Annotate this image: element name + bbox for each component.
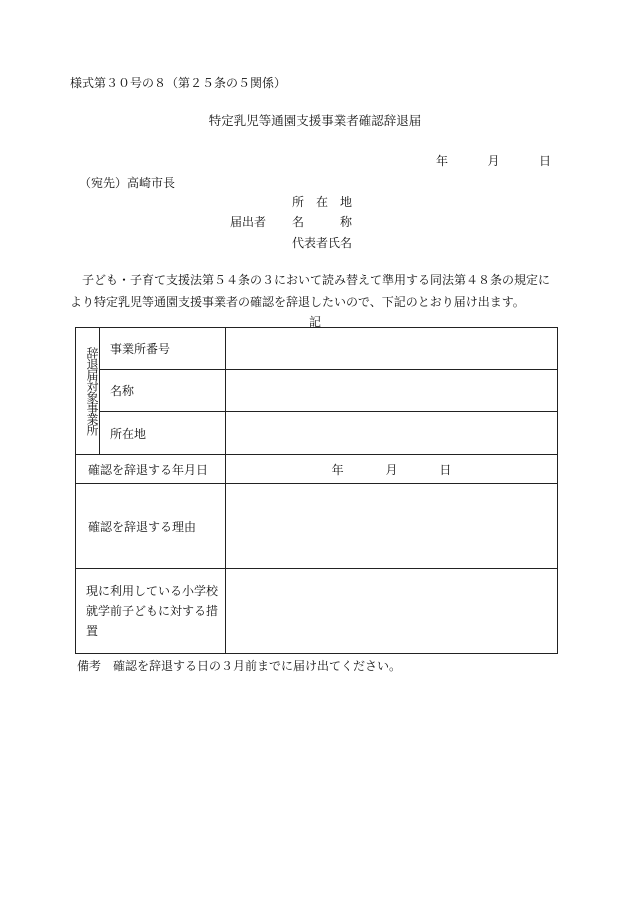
- body-line-1: 子ども・子育て支援法第５４条の３において読み替えて準用する同法第４８条の規定に: [82, 273, 551, 287]
- filer-address-label: 所 在 地: [292, 195, 353, 209]
- withdraw-date-day: 日: [439, 462, 452, 477]
- table-row: [76, 412, 558, 455]
- office-number-label: 事業所番号: [100, 328, 226, 370]
- table-row: [76, 484, 558, 569]
- date-month: 月: [487, 154, 500, 168]
- ki-heading: 記: [308, 315, 321, 329]
- measures-field[interactable]: [226, 569, 558, 654]
- target-office-group-label: 辞退届対象事業所: [76, 328, 100, 455]
- office-number-field[interactable]: [226, 328, 558, 370]
- date-year: 年: [436, 154, 449, 168]
- filer-label: 届出者: [230, 215, 267, 229]
- measures-label: 現に利用している小学校就学前子どもに対する措置: [76, 569, 226, 654]
- body-paragraph: [70, 269, 562, 313]
- filer-name-label: 名 称: [292, 215, 353, 229]
- withdraw-date-label: 確認を辞退する年月日: [76, 455, 226, 484]
- table-row: [76, 569, 558, 654]
- page-title: 特定乳児等通園支援事業者確認辞退届: [208, 113, 422, 128]
- table-row: [76, 370, 558, 412]
- table-row: [76, 455, 558, 484]
- withdraw-date-field[interactable]: [226, 455, 558, 484]
- withdraw-date-month: 月: [385, 462, 398, 477]
- addressee: （宛先）高崎市長: [79, 176, 176, 190]
- submission-date: [436, 152, 551, 169]
- withdraw-reason-field[interactable]: [226, 484, 558, 569]
- withdrawal-form-table: [75, 327, 558, 654]
- body-line-2: より特定乳児等通園支援事業者の確認を辞退したいので、下記のとおり届け出ます。: [70, 295, 525, 309]
- remark-note: 備考 確認を辞退する日の３月前までに届け出てください。: [77, 659, 402, 673]
- withdraw-reason-label: 確認を辞退する理由: [76, 484, 226, 569]
- form-number: 様式第３０号の８（第２５条の５関係）: [70, 76, 287, 90]
- withdraw-date-year: 年: [331, 462, 344, 477]
- office-location-field[interactable]: [226, 412, 558, 455]
- table-row: [76, 328, 558, 370]
- office-name-label: 名称: [100, 370, 226, 412]
- office-location-label: 所在地: [100, 412, 226, 455]
- office-name-field[interactable]: [226, 370, 558, 412]
- date-day: 日: [538, 154, 551, 168]
- filer-representative-label: 代表者氏名: [292, 236, 353, 250]
